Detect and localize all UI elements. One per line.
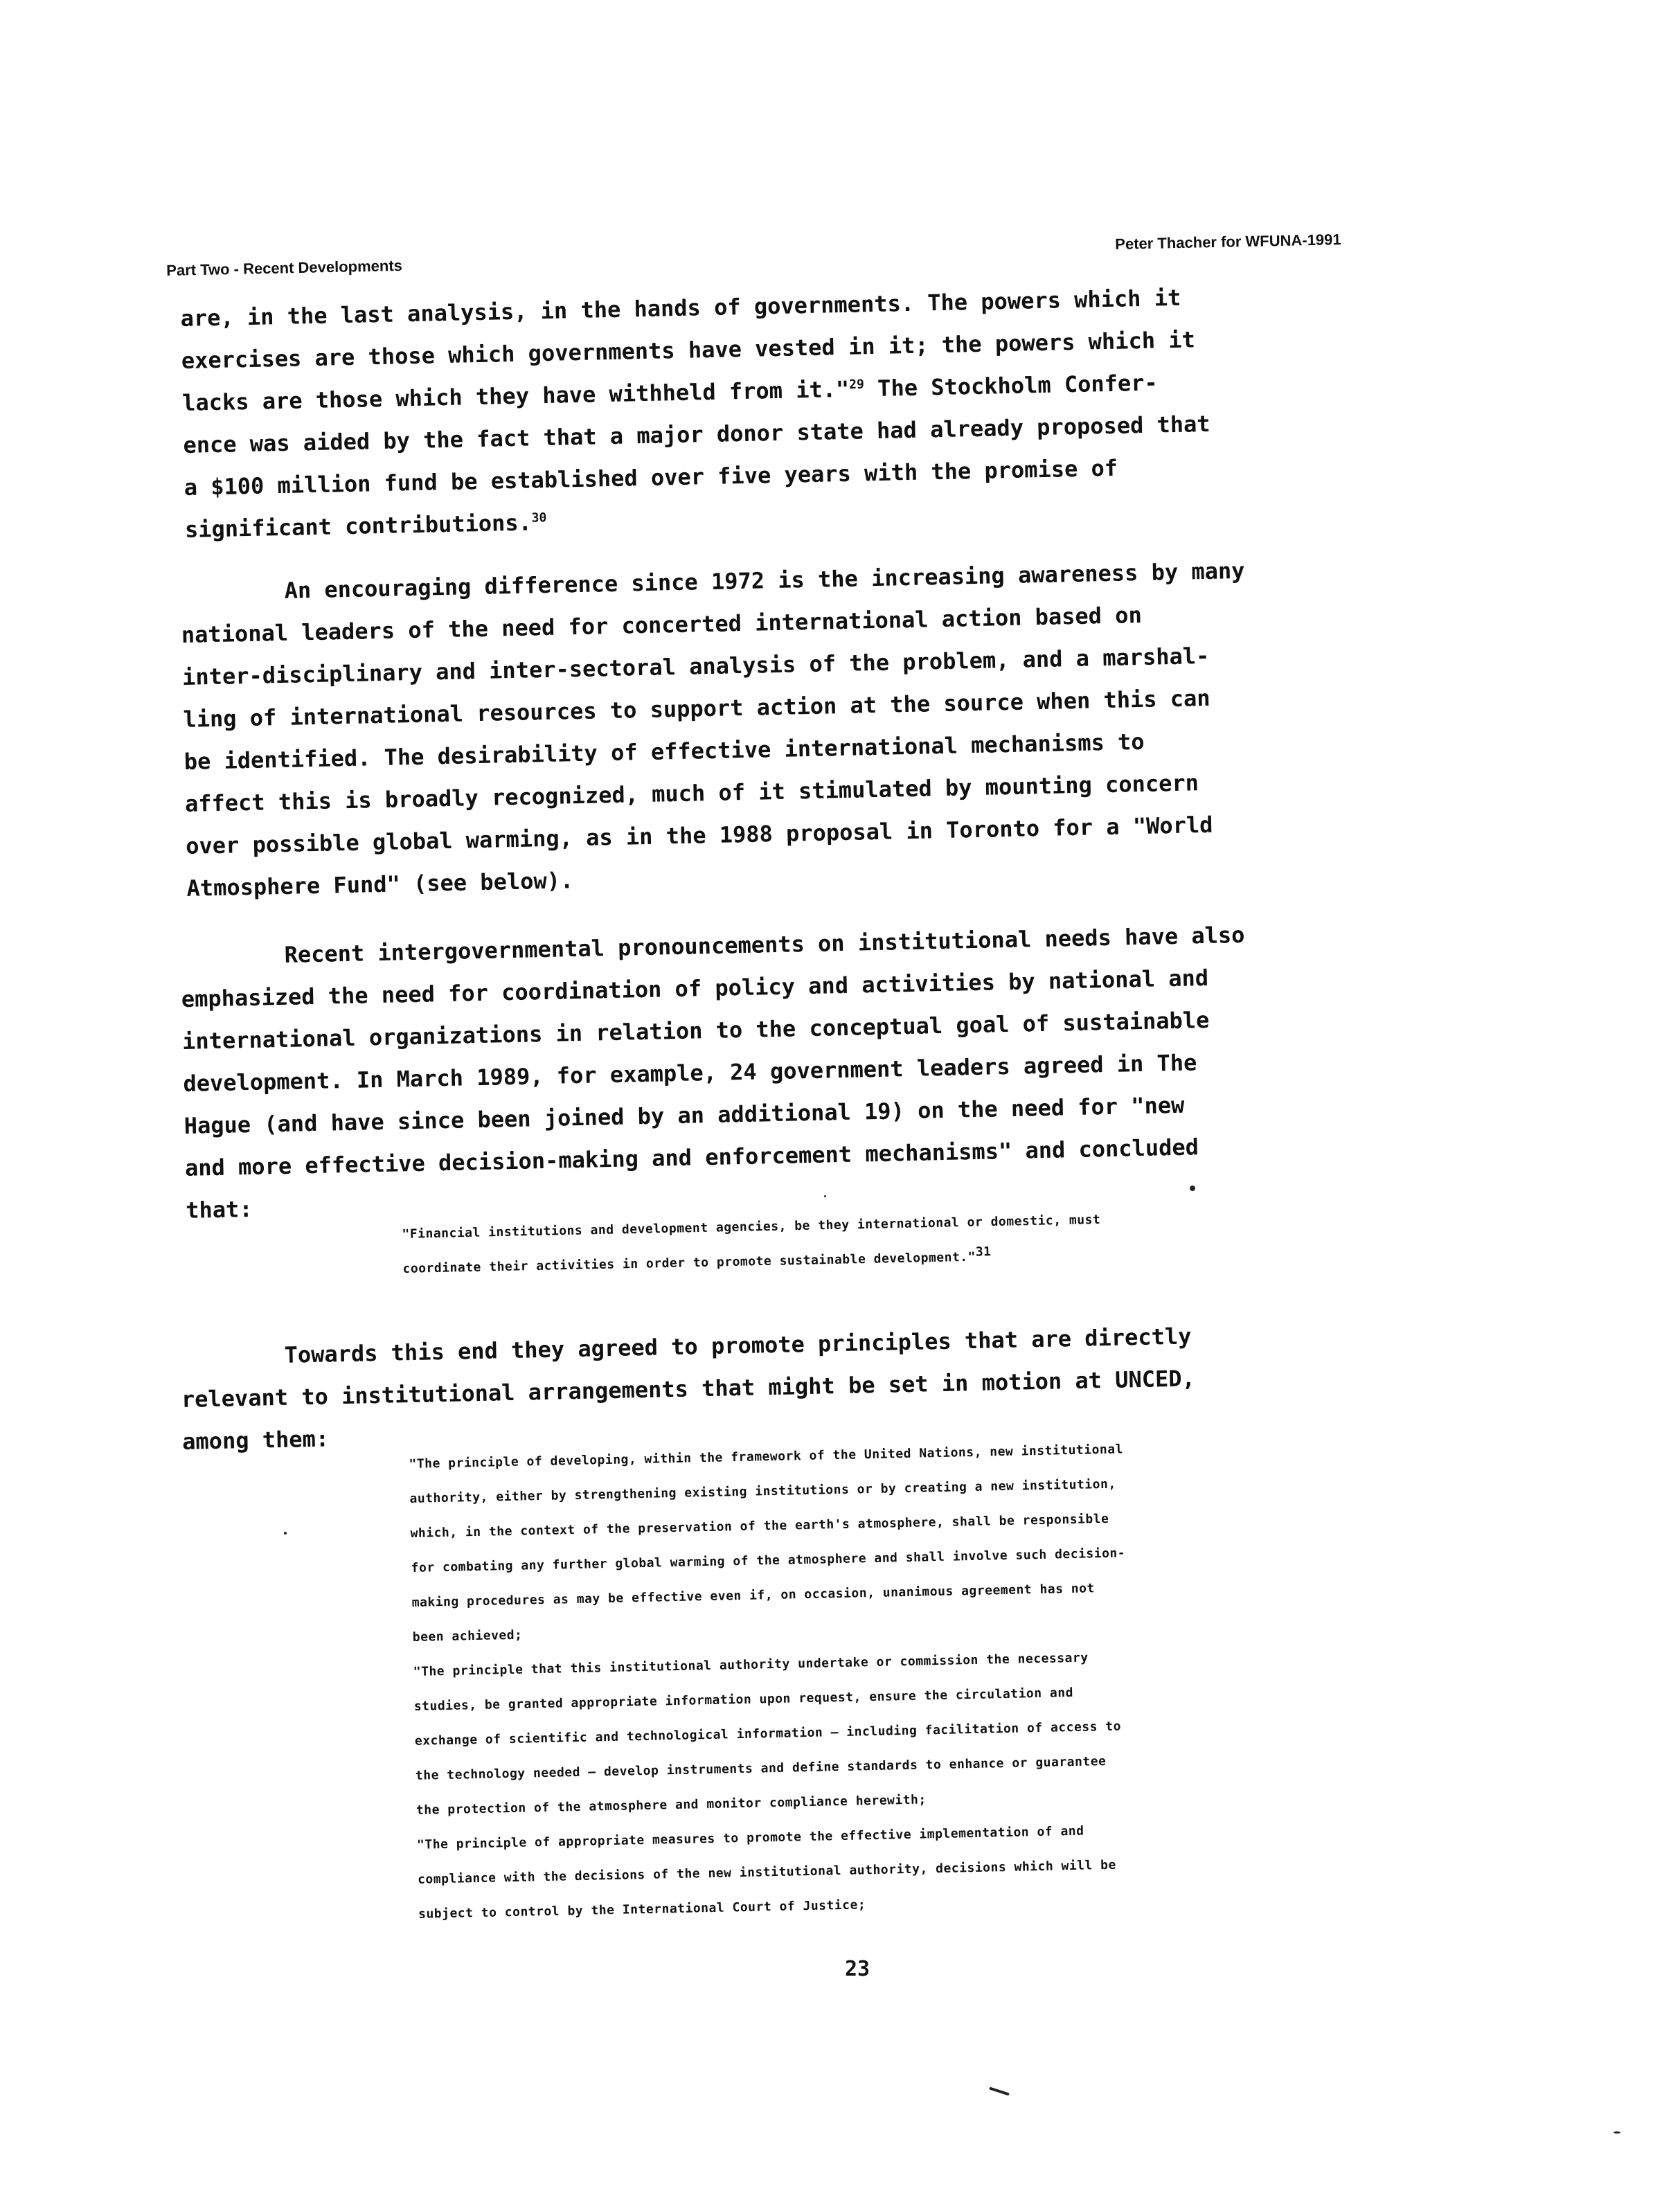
scan-speck [1614, 2131, 1620, 2134]
quote-line: studies, be granted appropriate information upon request, ensure the circulation and [413, 1685, 1074, 1714]
quote-line: "Financial institutions and development agencies, be they international or domestic, must [402, 1212, 1101, 1242]
text-line: among them: [181, 1425, 330, 1455]
text-line: development. In March 1989, for example, 24 government leaders agreed in The [183, 1049, 1197, 1097]
scan-speck [824, 1195, 826, 1197]
text-line: relevant to institutional arrangements that might be set in motion at UNCED, [181, 1365, 1196, 1413]
text-line: over possible global warming, as in the 1988 proposal in Toronto for a "World [185, 811, 1213, 859]
text-line: An encouraging difference since 1972 is the increasing awareness by many [284, 557, 1245, 604]
text-line: Atmosphere Fund" (see below). [186, 867, 574, 902]
text-line: and more effective decision-making and enforcement mechanisms" and concluded [184, 1134, 1199, 1181]
paragraph-3 [180, 910, 1454, 1232]
text-line: exercises are those which governments have vested in it; the powers which it [181, 326, 1196, 374]
paragraph-1 [180, 271, 1452, 551]
quote-line: making procedures as may be effective even if, on occasion, unanimous agreement has not [411, 1581, 1096, 1610]
quote-line: authority, either by strengthening existing institutions or by creating a new institution, [409, 1476, 1116, 1506]
text-line: national leaders of the need for concerted international action based on [181, 601, 1143, 648]
text-line: Hague (and have since been joined by an additional 19) on the need for "new [184, 1091, 1185, 1139]
text-line: affect this is broadly recognized, much of it stimulated by mounting concern [184, 769, 1199, 817]
footnote-ref-29: 29 [848, 377, 865, 393]
quote-line: subject to control by the International Court of Justice; [418, 1897, 866, 1922]
text-line: Recent intergovernmental pronouncements on institutional needs have also [284, 921, 1245, 968]
text-line: are, in the last analysis, in the hands of governments. The powers which it [180, 284, 1181, 332]
quote-line: "The principle of developing, within the framework of the United Nations, new institutional [409, 1442, 1124, 1472]
header-author: Peter Thacher for WFUNA-1991 [1115, 231, 1341, 253]
quote-line: been achieved; [412, 1627, 523, 1645]
scan-speck [1190, 1186, 1195, 1191]
text-line: Towards this end they agreed to promote principles that are directly [284, 1323, 1192, 1368]
block-quote-2 [409, 1425, 1485, 1932]
text-line: emphasized the need for coordination of policy and activities by national and [181, 964, 1209, 1012]
quote-line: the protection of the atmosphere and monitor compliance herewith; [415, 1792, 927, 1818]
page-number: 23 [845, 1957, 870, 1981]
text-line: inter-disciplinary and inter-sectoral analysis of the problem, and a marshal- [181, 642, 1210, 690]
scan-speck [284, 1532, 287, 1535]
text-line: be identified. The desirability of effective international mechanisms to [184, 728, 1145, 775]
quote-line: "The principle that this institutional authority undertake or commission the necessary [413, 1650, 1089, 1679]
quote-line: for combating any further global warming of the atmosphere and shall involve such decision- [411, 1546, 1126, 1575]
quote-line: exchange of scientific and technological information — including facilitation of access to [414, 1719, 1122, 1749]
text-line: lacks are those which they have withheld from it."$^{29}$ The Stockholm Confer- [181, 369, 1159, 416]
quote-line: which, in the context of the preservation of the earth's atmosphere, shall be responsible [410, 1511, 1109, 1541]
footnote-ref-31: 31 [975, 1244, 992, 1260]
quote-line: compliance with the decisions of the new institutional authority, decisions which will be [417, 1857, 1117, 1887]
text-line: that: [185, 1195, 253, 1224]
header-section-title: Part Two - Recent Developments [166, 256, 403, 279]
scan-speck [989, 2086, 1010, 2095]
footnote-ref-30: 30 [531, 510, 547, 526]
text-line: ling of international resources to support action at the source when this can [183, 684, 1210, 733]
quote-line: coordinate their activities in order to promote sustainable development."$^{31}$ [402, 1244, 992, 1276]
text-line: international organizations in relation to the conceptual goal of sustainable [181, 1006, 1210, 1055]
text-line: ence was aided by the fact that a major donor state had already proposed that [183, 410, 1210, 458]
quote-line: "The principle of appropriate measures to promote the effective implementation of and [416, 1823, 1084, 1852]
quote-line: the technology needed — develop instruments and define standards to enhance or guarantee [415, 1754, 1107, 1783]
paragraph-2 [180, 546, 1454, 910]
text-line: significant contributions.$^{30}$ [184, 509, 547, 543]
text-line: a $100 million fund be established over five years with the promise of [184, 454, 1118, 501]
